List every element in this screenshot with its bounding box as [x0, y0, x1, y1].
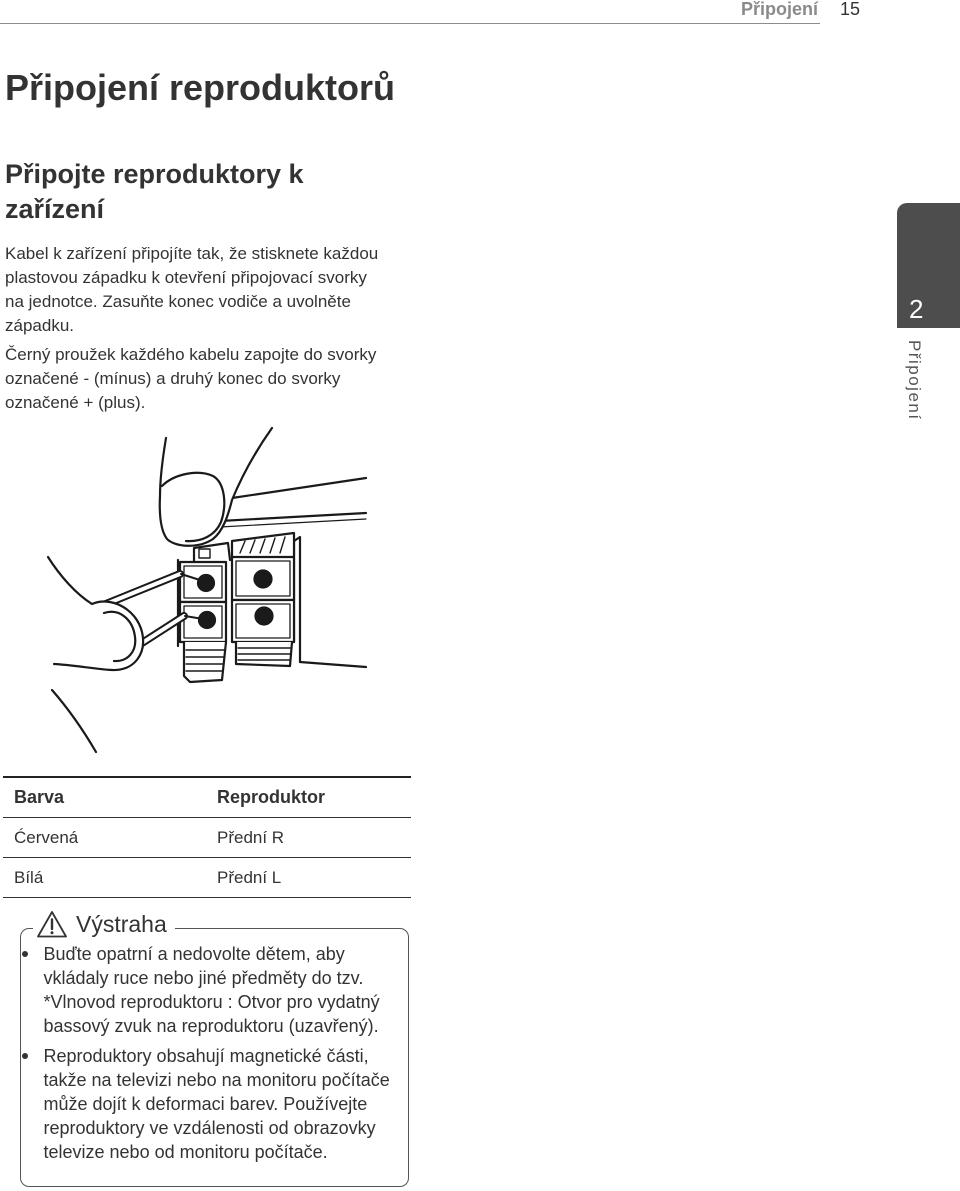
subtitle-line: Připojte reproduktory k: [5, 159, 304, 189]
table-cell-speaker: Přední L: [217, 868, 282, 887]
page-title: Připojení reproduktorů: [5, 67, 396, 108]
instruction-paragraph: [5, 242, 378, 338]
table-row: [3, 818, 411, 858]
hand-holding-wires: [48, 557, 143, 752]
chapter-tab: [897, 203, 960, 328]
page-number: 15: [840, 0, 861, 19]
warning-icon: [37, 910, 67, 938]
caution-title: Výstraha: [76, 911, 167, 937]
speaker-connection-illustration: [40, 425, 370, 755]
caution-list: [21, 942, 390, 1164]
list-item-line: bassový zvuk na reproduktoru (uzavřený).: [43, 1016, 379, 1036]
paragraph-line: na jednotce. Zasuňte konec vodiče a uvolněte: [5, 292, 351, 311]
bullet-dot: [22, 1053, 28, 1059]
table-cell-color: Ćervená: [14, 828, 79, 847]
color-speaker-table: [3, 776, 411, 898]
list-item-line: takže na televizi nebo na monitoru počítače: [43, 1070, 390, 1090]
list-item-line: Buďte opatrní a nedovolte dětem, aby: [43, 944, 345, 964]
column-header-speaker: Reproduktor: [217, 787, 325, 807]
paragraph-line: označené - (mínus) a druhý konec do svorky: [5, 369, 341, 388]
list-item-line: Reproduktory obsahují magnetické části,: [43, 1046, 369, 1066]
terminal-block: [178, 533, 300, 682]
paragraph-line: plastovou západku k otevření připojovací svorky: [5, 268, 367, 287]
list-item-line: reproduktory ve vzdálenosti od obrazovky: [43, 1118, 376, 1138]
paragraph-line: západku.: [5, 316, 74, 335]
section-subtitle: [5, 157, 304, 227]
header-section-title: Připojení: [740, 0, 818, 19]
instruction-paragraph: [5, 343, 376, 415]
paragraph-line: Černý proužek každého kabelu zapojte do svorky: [5, 345, 377, 364]
list-item-line: vkládaly ruce nebo jiné předměty do tzv.: [43, 968, 364, 988]
list-item: [21, 942, 390, 1038]
list-item: [21, 1044, 390, 1164]
caution-heading: [33, 908, 175, 940]
table-cell-speaker: Přední R: [217, 828, 285, 847]
table-row: [3, 858, 411, 898]
subtitle-line: zařízení: [5, 194, 105, 224]
list-item-line: může dojít k deformaci barev. Používejte: [43, 1094, 368, 1114]
header-rule: [0, 23, 820, 24]
chapter-label: Připojení: [905, 340, 924, 421]
column-header-color: Barva: [14, 787, 65, 807]
finger-pressing-lever: [160, 428, 272, 546]
table-cell-color: Bílá: [14, 868, 44, 887]
table-header-row: [3, 778, 411, 818]
caution-box: [20, 911, 409, 1187]
list-item-line: *Vlnovod reproduktoru : Otvor pro vydatný: [43, 992, 380, 1012]
paragraph-line: Kabel k zařízení připojíte tak, že stisknete každou: [5, 244, 379, 263]
paragraph-line: označené + (plus).: [5, 393, 146, 412]
list-item-line: televize nebo od monitoru počítače.: [43, 1142, 328, 1162]
bullet-dot: [22, 951, 28, 957]
chapter-number: 2: [909, 294, 924, 324]
